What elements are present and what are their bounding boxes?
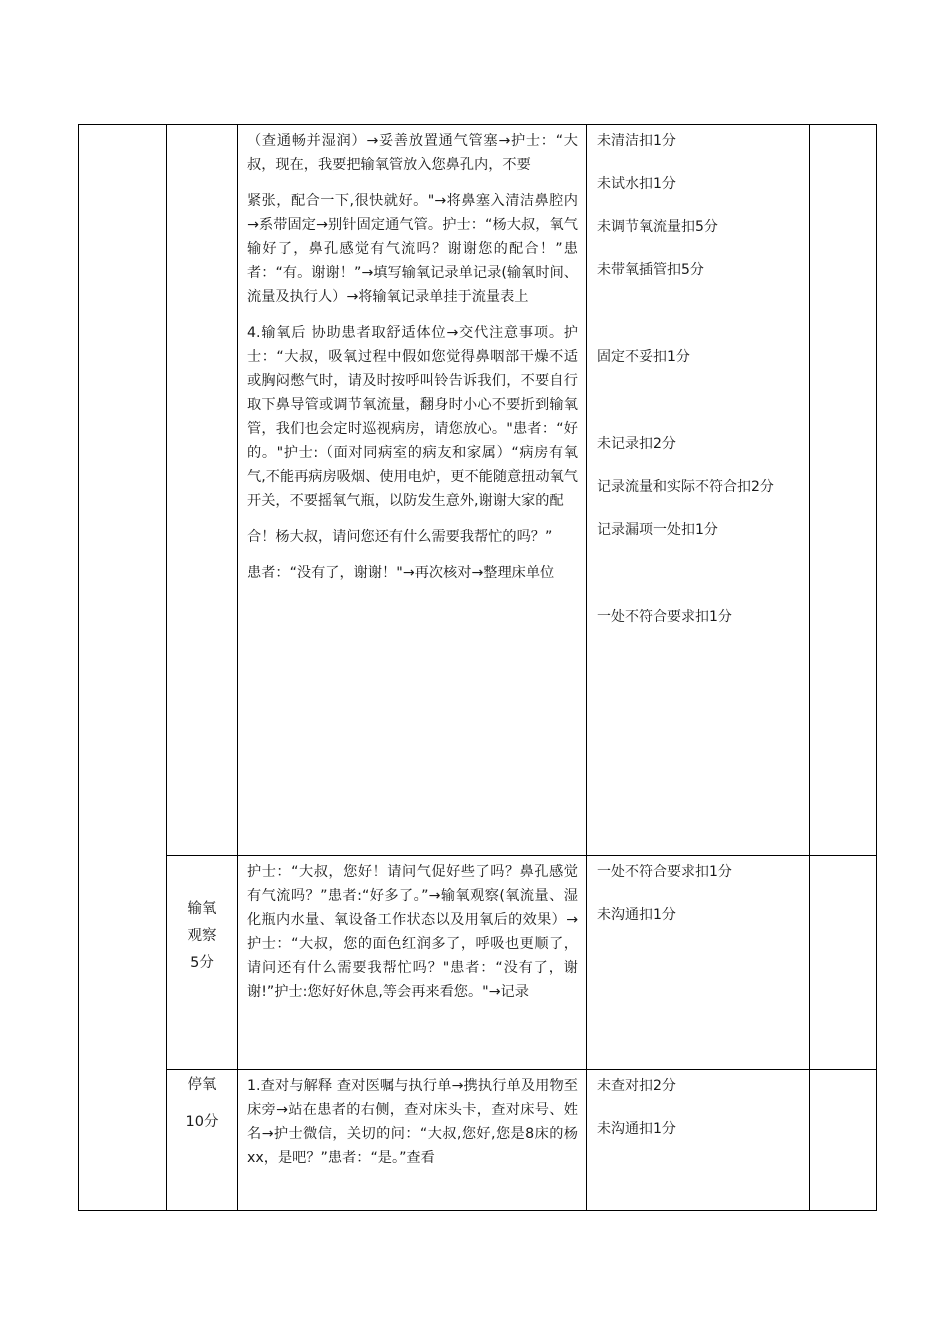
deduction-text: 未沟通扣1分 [597, 1121, 676, 1137]
procedure-text: 紧张，配合一下,很快就好。"→将鼻塞入清洁鼻腔内→系带固定→别针固定通气管。护士：“杨大叔，氧气输好了，鼻孔感觉有气流吗？谢谢您的配合！”患者：“有。谢谢！”→填写输氧记录单记录(输氧时间、流量及执行人）→将输氧记录单挂于流量表上 [247, 193, 578, 305]
category-cell [167, 125, 238, 856]
table-row [79, 1070, 877, 1211]
score-cell [810, 125, 877, 856]
score-cell [810, 856, 877, 1070]
deduction-text: 未带氧插管扣5分 [597, 262, 704, 278]
category-label: 输氧 [187, 901, 217, 917]
deduction-text: 未清洁扣1分 [597, 133, 676, 149]
procedure-text: 合！杨大叔，请问您还有什么需要我帮忙的吗？” [247, 529, 553, 545]
table-row [79, 856, 877, 1070]
deduction-text: 固定不妥扣1分 [597, 349, 690, 365]
deduction-cell [587, 125, 810, 856]
deduction-text: 一处不符合要求扣1分 [597, 864, 732, 880]
scoring-table [78, 124, 877, 1211]
score-cell [810, 1070, 877, 1211]
category-cell [167, 1070, 238, 1211]
deduction-text: 未记录扣2分 [597, 436, 676, 452]
deduction-text: 未沟通扣1分 [597, 907, 676, 923]
procedure-text: 1.查对与解释 查对医嘱与执行单→携执行单及用物至床旁→站在患者的右侧，查对床头卡，查对床号、姓名→护士微信，关切的问：“大叔,您好,您是8床的杨xx，是吧？”患者：“是。”查看 [247, 1078, 578, 1166]
deduction-cell [587, 856, 810, 1070]
item-cell [79, 125, 167, 1211]
deduction-text: 未调节氧流量扣5分 [597, 219, 718, 235]
deduction-cell [587, 1070, 810, 1211]
procedure-cell [238, 125, 587, 856]
procedure-cell [238, 856, 587, 1070]
deduction-text: 未试水扣1分 [597, 176, 676, 192]
category-label: 观察 [187, 928, 217, 944]
deduction-text: 记录漏项一处扣1分 [597, 522, 718, 538]
category-cell [167, 856, 238, 1070]
procedure-text: 4.输氧后 协助患者取舒适体位→交代注意事项。护士：“大叔，吸氧过程中假如您觉得鼻咽部干燥不适或胸闷憋气时，请及时按呼叫铃告诉我们，不要自行取下鼻导管或调节氧流量，翻身时小心不要折到输氧管，我们也会定时巡视病房，请您放心。"患者：“好的。"护士:（面对同病室的病友和家属）“病房有氧气,不能再病房吸烟、使用电炉，更不能随意扭动氧气开关，不要摇氧气瓶，以防发生意外,谢谢大家的配 [247, 325, 578, 509]
procedure-cell [238, 1070, 587, 1211]
table-row [79, 125, 877, 856]
category-label: 5分 [190, 955, 214, 971]
procedure-text: 患者：“没有了，谢谢！"→再次核对→整理床单位 [247, 565, 555, 581]
deduction-text: 未查对扣2分 [597, 1078, 676, 1094]
procedure-text: 护士：“大叔，您好！请问气促好些了吗？鼻孔感觉有气流吗？”患者:“好多了。”→输氧观察(氧流量、湿化瓶内水量、氧设备工作状态以及用氧后的效果）→护士：“大叔，您的面色红润多了，呼吸也更顺了，请问还有什么需要我帮忙吗？"患者：“没有了，谢谢!”护士:您好好休息,等会再来看您。"→记录 [247, 864, 578, 1000]
deduction-text: 记录流量和实际不符合扣2分 [597, 479, 774, 495]
deduction-text: 一处不符合要求扣1分 [597, 609, 732, 625]
category-label: 10分 [185, 1114, 219, 1130]
category-label: 停氧 [187, 1077, 217, 1093]
procedure-text: （查通畅并湿润）→妥善放置通气管塞→护士：“大叔，现在，我要把输氧管放入您鼻孔内，不要 [247, 133, 578, 173]
